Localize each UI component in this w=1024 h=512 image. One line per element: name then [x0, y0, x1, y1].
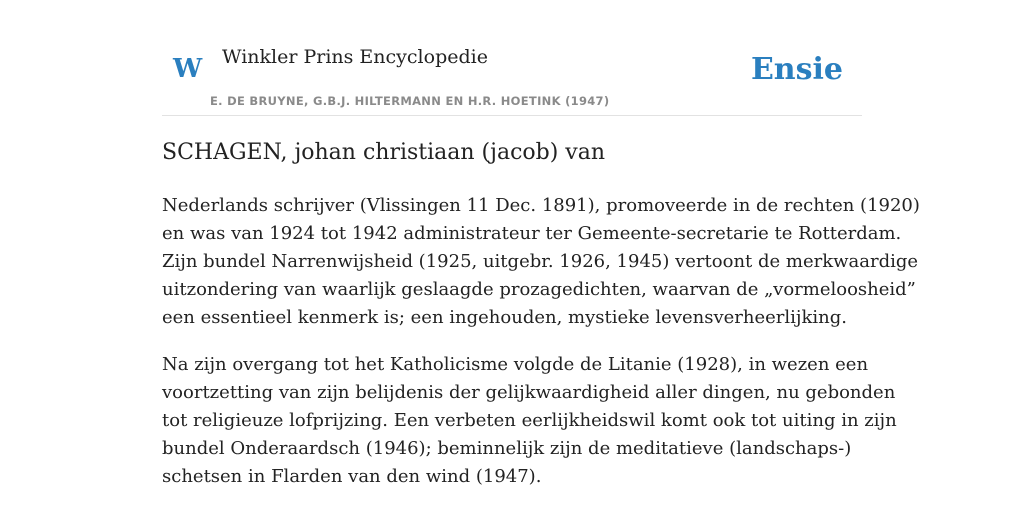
- paragraph-line: en was van 1924 tot 1942 administrateur ter Gemeente-secretarie te Rotterdam.: [162, 223, 902, 244]
- paragraph-line: Na zijn overgang tot het Katholicisme volgde de Litanie (1928), in wezen een: [162, 354, 869, 375]
- paragraph-line: Nederlands schrijver (Vlissingen 11 Dec. 1891), promoveerde in de rechten (1920): [162, 195, 920, 216]
- publication-title[interactable]: Winkler Prins Encyclopedie: [222, 46, 488, 68]
- paragraph-line: tot religieuze lofprijzing. Een verbeten eerlijkheidswil komt ook tot uiting in zijn: [162, 410, 897, 431]
- paragraph-line: voortzetting van zijn belijdenis der gelijkwaardigheid aller dingen, nu gebonden: [162, 382, 896, 403]
- article-title: SCHAGEN, johan christiaan (jacob) van: [162, 140, 606, 165]
- article-paragraph: [162, 192, 920, 332]
- article-body: [162, 192, 920, 510]
- paragraph-line: schetsen in Flarden van den wind (1947).: [162, 466, 542, 487]
- winkler-prins-logo[interactable]: W: [173, 54, 203, 84]
- paragraph-line: Zijn bundel Narrenwijsheid (1925, uitgebr. 1926, 1945) vertoont de merkwaardige: [162, 251, 919, 272]
- paragraph-line: uitzondering van waarlijk geslaagde prozagedichten, waarvan de „vormeloosheid”: [162, 279, 916, 300]
- paragraph-line: een essentieel kenmerk is; een ingehouden, mystieke levensverheerlijking.: [162, 307, 848, 328]
- header-divider: [162, 115, 862, 116]
- paragraph-line: bundel Onderaardsch (1946); beminnelijk zijn de meditatieve (landschaps-): [162, 438, 852, 459]
- article-paragraph: [162, 351, 897, 491]
- ensie-brand-logo[interactable]: Ensie: [750, 52, 843, 87]
- publication-authors: E. DE BRUYNE, G.B.J. HILTERMANN EN H.R. HOETINK (1947): [210, 94, 610, 108]
